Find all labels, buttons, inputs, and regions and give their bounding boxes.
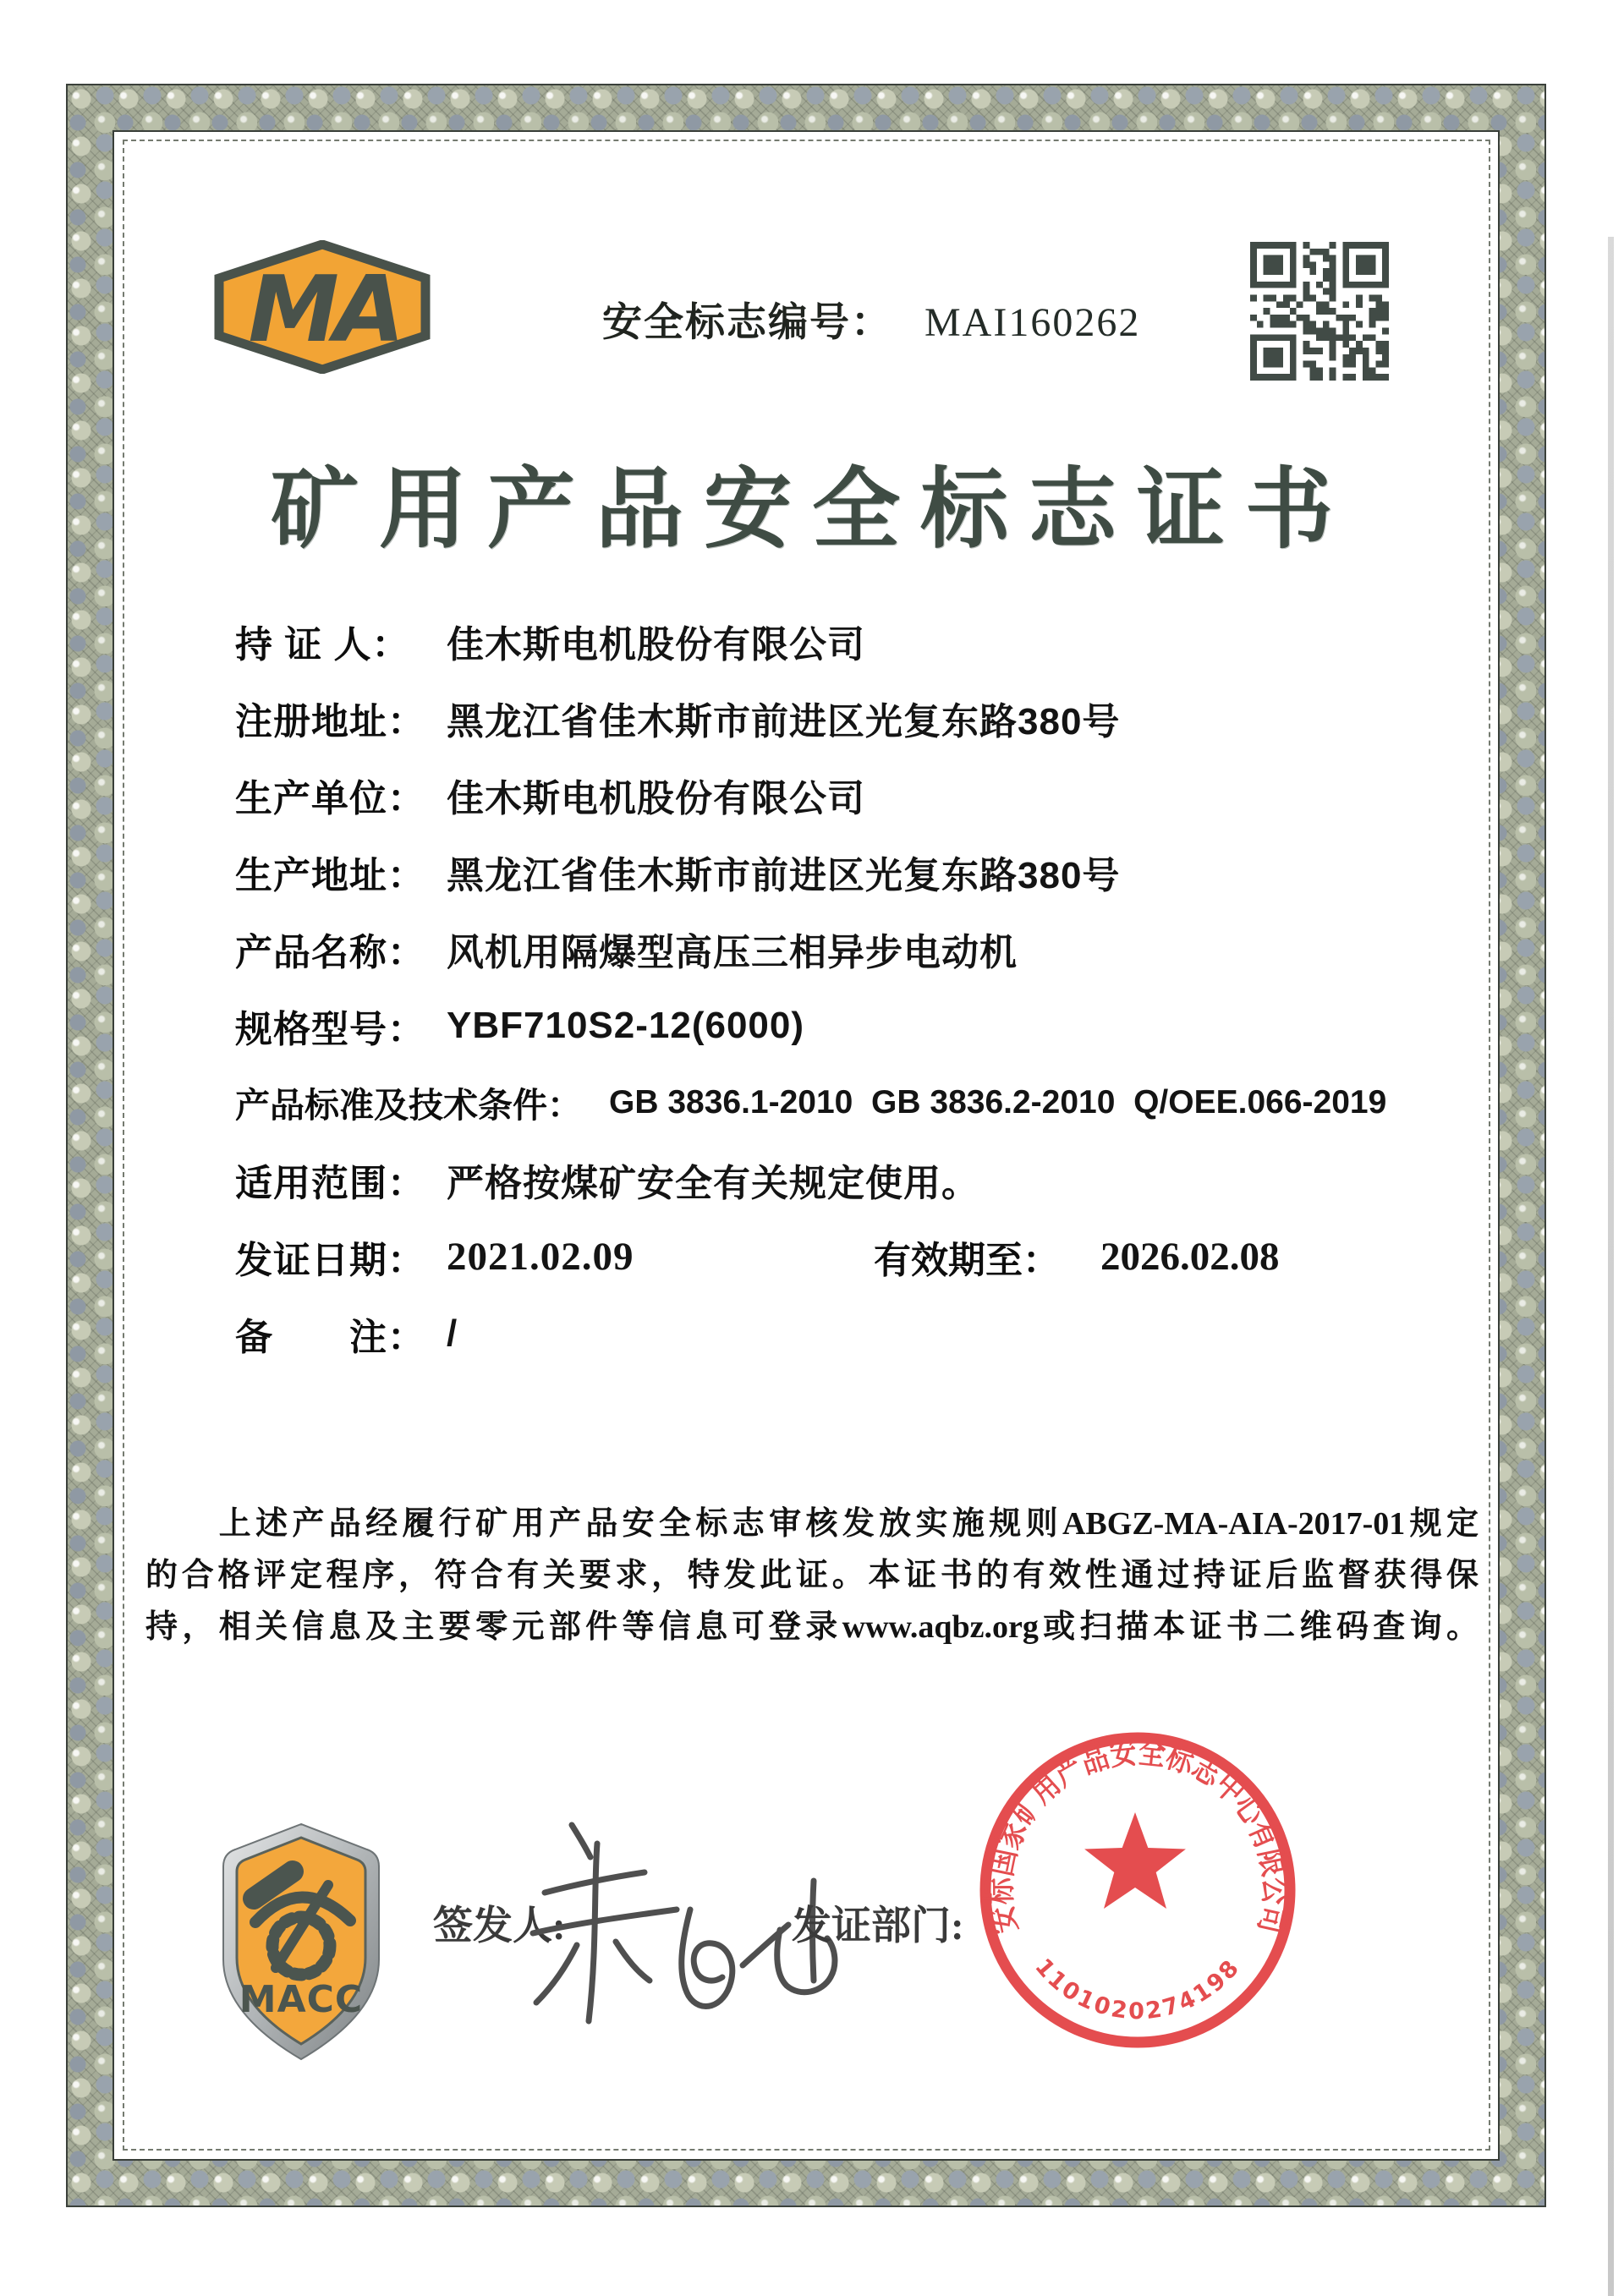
mark-number-line (602, 291, 1140, 348)
statement-line-2: 的合格评定程序，符合有关要求，特发此证。本证书的有效性通过持证后监督获得保 (145, 1558, 1479, 1593)
stamp-ring-text: 安标国家矿用产品安全标志中心有限公司 (979, 1731, 1297, 1944)
qr-code (1250, 242, 1389, 381)
ma-logo-icon (211, 240, 433, 374)
field-row-model (235, 987, 1487, 1064)
issue-date-label: 发证日期： (235, 1239, 425, 1281)
svg-text:1101020274198 (1029, 1954, 1245, 2025)
field-row-manufacturer (235, 756, 1487, 833)
mark-number-value: MAI160262 (924, 300, 1141, 345)
remark-value: / (447, 1312, 458, 1354)
field-label: 产品标准及技术条件： (235, 1086, 582, 1125)
signer-label: 签发人: (433, 1904, 566, 1948)
field-row-prod-address (235, 833, 1487, 910)
issuer-label: 发证部门: (792, 1904, 964, 1948)
field-value: GB 3836.1-2010 GB 3836.2-2010 Q/OEE.066-2019 (609, 1083, 1387, 1121)
field-label: 适用范围： (235, 1162, 425, 1204)
statement-paragraph (145, 1499, 1479, 1653)
stamp-number: 1101020274198 (1029, 1954, 1246, 2025)
field-value: 佳木斯电机股份有限公司 (447, 777, 865, 819)
red-official-stamp (969, 1722, 1306, 2058)
field-value: 风机用隔爆型高压三相异步电动机 (447, 931, 1018, 973)
field-value: 严格按煤矿安全有关规定使用。 (447, 1162, 979, 1204)
statement-line-3: 持，相关信息及主要零元部件等信息可登录www.aqbz.org或扫描本证书二维码查询。 (145, 1609, 1479, 1645)
field-row-dates (235, 1218, 1487, 1295)
valid-until-value: 2026.02.08 (1100, 1234, 1280, 1279)
field-label: 规格型号： (235, 1008, 425, 1050)
mark-number-label: 安全标志编号： (602, 301, 892, 345)
valid-until-label: 有效期至： (874, 1239, 1060, 1281)
macc-logo-text: MACC (239, 1978, 364, 2021)
field-value: YBF710S2-12(6000) (447, 1004, 805, 1046)
field-row-scope (235, 1141, 1487, 1218)
field-row-standards (235, 1064, 1487, 1141)
field-row-product-name (235, 910, 1487, 987)
ma-logo-text: MA (248, 257, 400, 363)
field-label: 生产地址： (235, 854, 425, 896)
field-label: 产品名称： (235, 931, 425, 973)
field-label: 生产单位： (235, 777, 425, 819)
stamp-star (1084, 1812, 1186, 1909)
field-rows (235, 602, 1487, 1372)
certificate-title: 矿用产品安全标志证书 (270, 462, 1353, 559)
remark-label: 备 注： (235, 1316, 425, 1358)
field-label: 注册地址： (235, 700, 425, 743)
field-value: 黑龙江省佳木斯市前进区光复东路380号 (447, 854, 1121, 896)
field-row-remark (235, 1295, 1487, 1372)
field-label: 持 证 人： (235, 623, 410, 666)
field-value: 佳木斯电机股份有限公司 (447, 623, 865, 666)
statement-line-1: 上述产品经履行矿用产品安全标志审核发放实施规则ABGZ-MA-AIA-2017-01规定 (145, 1506, 1479, 1542)
field-row-reg-address (235, 679, 1487, 756)
issue-date-value: 2021.02.09 (447, 1234, 634, 1279)
macc-shield-logo (201, 1817, 401, 2069)
field-row-holder (235, 602, 1487, 679)
field-value: 黑龙江省佳木斯市前进区光复东路380号 (447, 700, 1121, 743)
